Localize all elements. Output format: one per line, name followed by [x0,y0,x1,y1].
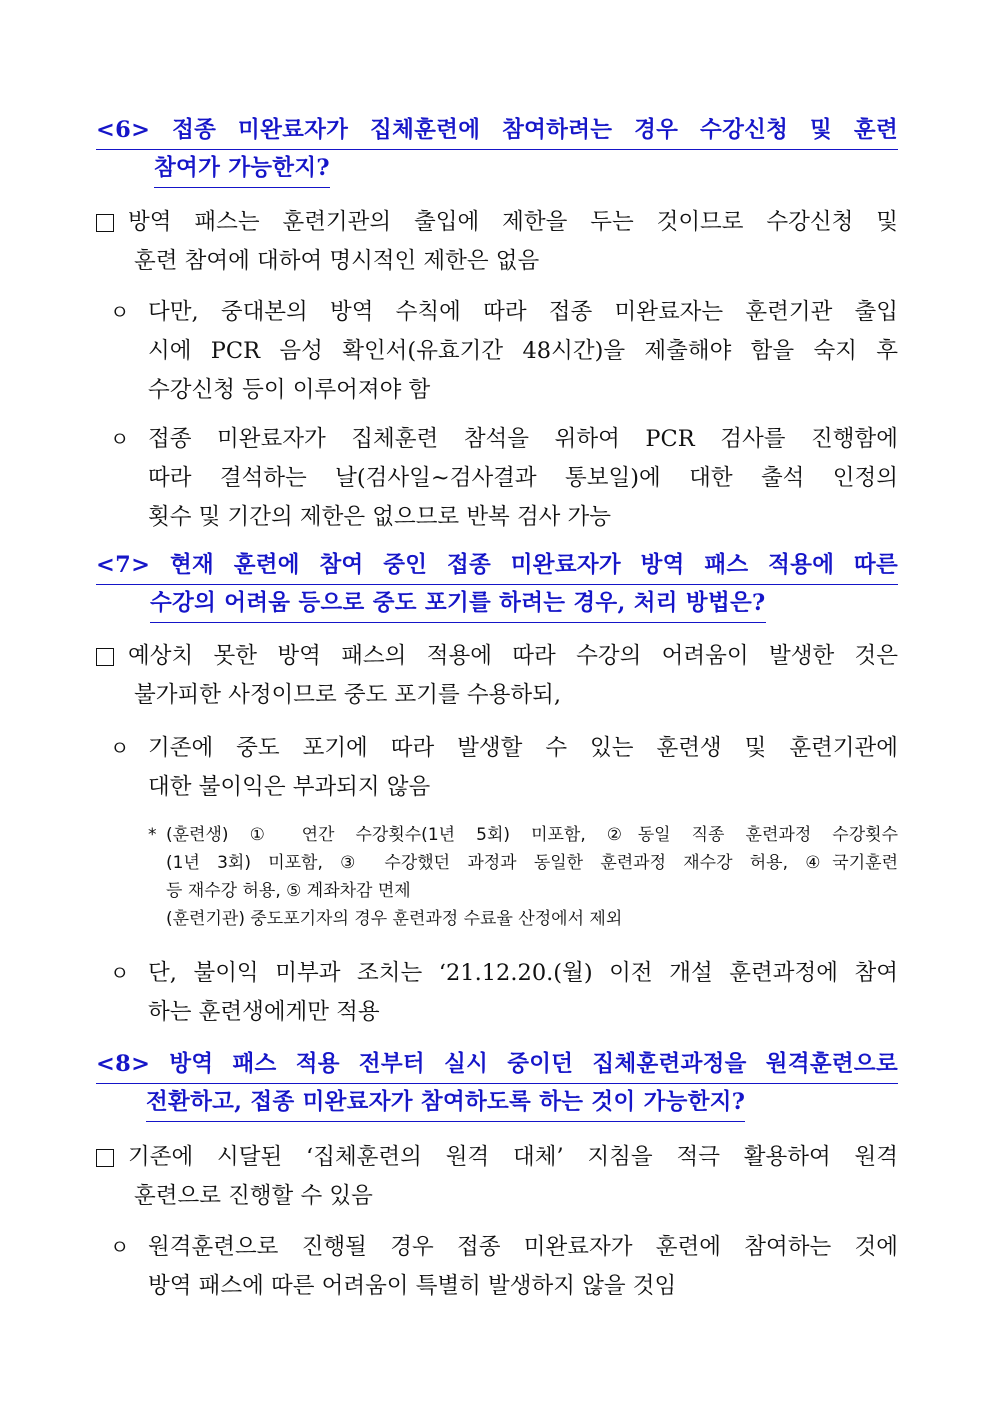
answer-6-bullet-1-line-3: 수강신청 등이 이루어져야 함 [148,377,431,403]
answer-7-bullet-2-line-2: 하는 훈련생에게만 적용 [148,999,380,1025]
answer-6-box-line-1: 방역 패스는 훈련기관의 출입에 제한을 두는 것이므로 수강신청 및 [128,209,898,235]
question-7-line-1: <7> 현재 훈련에 참여 중인 접종 미완료자가 방역 패스 적용에 따른 [96,547,898,585]
question-8-line-1: <8> 방역 패스 적용 전부터 실시 중이던 집체훈련과정을 원격훈련으로 [96,1046,898,1084]
circle-bullet-icon: ㅇ [110,961,130,985]
question-6-heading [96,112,898,188]
answer-6-bullet-1-line-1: 다만, 중대본의 방역 수칙에 따라 접종 미완료자는 훈련기관 출입 [148,299,898,325]
circle-bullet-icon: ㅇ [110,1235,130,1259]
answer-7-bullet-2 [110,954,898,1032]
answer-7-bullet-2-line-1: 단, 불이익 미부과 조치는 ‘21.12.20.(월) 이전 개설 훈련과정에 참여 [148,960,898,986]
answer-6-bullet-2 [110,420,898,537]
answer-8-box-line-2: 훈련으로 진행할 수 있음 [134,1183,373,1209]
answer-7-footnote [148,821,898,933]
question-8-heading [96,1046,898,1122]
answer-8-box-item [96,1138,898,1216]
footnote-line-2: (1년 3회) 미포함, ③ 수강했던 과정과 동일한 훈련과정 재수강 허용, ④국기훈련 [166,853,898,873]
checkbox-square-icon [96,1149,114,1167]
answer-7-box-line-1: 예상치 못한 방역 패스의 적용에 따라 수강의 어려움이 발생한 것은 [128,643,898,669]
checkbox-square-icon [96,648,114,666]
footnote-line-3: 등 재수강 허용, ⑤ 계좌차감 면제 [166,881,411,901]
answer-8-box-line-1: 기존에 시달된 ‘집체훈련의 원격 대체’ 지침을 적극 활용하여 원격 [128,1144,898,1170]
circle-bullet-icon: ㅇ [110,300,130,324]
answer-6-bullet-2-line-1: 접종 미완료자가 집체훈련 참석을 위하여 PCR 검사를 진행함에 [148,426,898,452]
answer-6-bullet-1 [110,293,898,410]
answer-7-bullet-1-line-2: 대한 불이익은 부과되지 않음 [148,774,431,800]
checkbox-square-icon [96,214,114,232]
question-8-line-2: 전환하고, 접종 미완료자가 참여하도록 하는 것이 가능한지? [146,1084,745,1122]
answer-8-bullet-1-line-2: 방역 패스에 따른 어려움이 특별히 발생하지 않을 것임 [148,1273,677,1299]
answer-6-bullet-1-line-2: 시에 PCR 음성 확인서(유효기간 48시간)을 제출해야 함을 숙지 후 [148,338,898,364]
answer-6-box-item [96,203,898,281]
question-6-line-2: 참여가 가능한지? [154,150,330,188]
answer-7-box-item [96,637,898,715]
question-7-line-2: 수강의 어려움 등으로 중도 포기를 하려는 경우, 처리 방법은? [150,585,766,623]
answer-6-bullet-2-line-3: 횟수 및 기간의 제한은 없으므로 반복 검사 가능 [148,504,612,530]
answer-6-bullet-2-line-2: 따라 결석하는 날(검사일~검사결과 통보일)에 대한 출석 인정의 [148,465,898,491]
footnote-line-4: (훈련기관) 중도포기자의 경우 훈련과정 수료율 산정에서 제외 [166,909,623,929]
circle-bullet-icon: ㅇ [110,736,130,760]
answer-8-bullet-1 [110,1228,898,1306]
answer-7-bullet-1 [110,729,898,807]
answer-6-box-line-2: 훈련 참여에 대하여 명시적인 제한은 없음 [134,248,540,274]
question-6-line-1: <6> 접종 미완료자가 집체훈련에 참여하려는 경우 수강신청 및 훈련 [96,112,898,150]
answer-7-bullet-1-line-1: 기존에 중도 포기에 따라 발생할 수 있는 훈련생 및 훈련기관에 [148,735,898,761]
question-7-heading [96,547,898,623]
circle-bullet-icon: ㅇ [110,427,130,451]
footnote-line-1: (훈련생) ① 연간 수강횟수(1년 5회) 미포함, ②동일 직종 훈련과정 수강횟수 [166,825,898,845]
footnote-asterisk: * [148,825,157,845]
answer-8-bullet-1-line-1: 원격훈련으로 진행될 경우 접종 미완료자가 훈련에 참여하는 것에 [148,1234,898,1260]
answer-7-box-line-2: 불가피한 사정이므로 중도 포기를 수용하되, [134,682,561,708]
